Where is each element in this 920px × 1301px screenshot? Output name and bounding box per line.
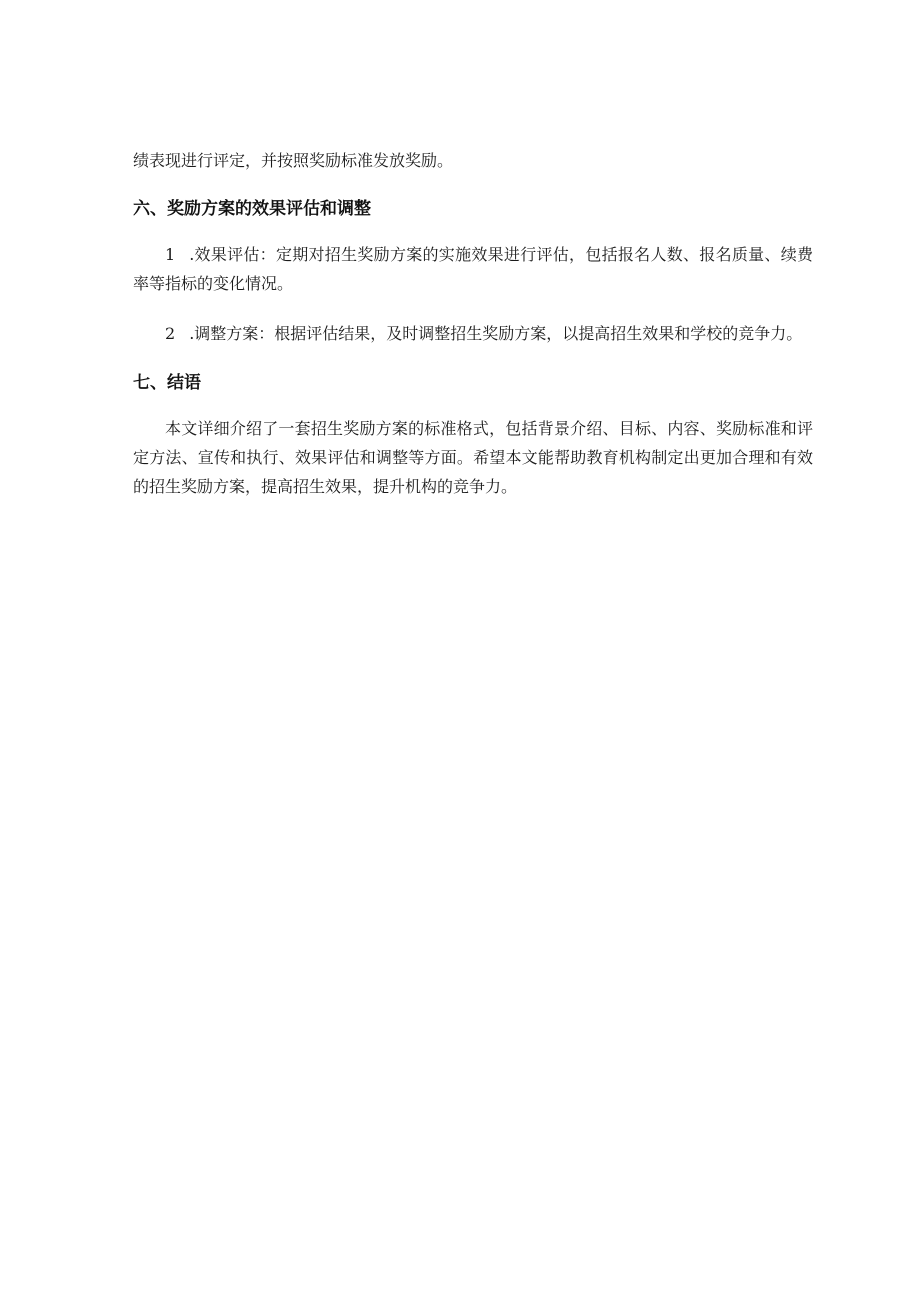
section-6-item-2 <box>133 319 813 348</box>
section-6-item-1 <box>133 240 813 298</box>
item-text: .调整方案：根据评估结果，及时调整招生奖励方案，以提高招生效果和学校的竞争力。 <box>189 324 803 343</box>
item-text: .效果评估：定期对招生奖励方案的实施效果进行评估，包括报名人数、报名质量、续费率等指标的变化情况。 <box>133 245 813 293</box>
document-body <box>133 146 813 501</box>
conclusion-paragraph: 本文详细介绍了一套招生奖励方案的标准格式，包括背景介绍、目标、内容、奖励标准和评定方法、宣传和执行、效果评估和调整等方面。希望本文能帮助教育机构制定出更加合理和有效的招生奖励方案，提高招生效果，提升机构的竞争力。 <box>133 419 813 496</box>
continuation-paragraph: 绩表现进行评定，并按照奖励标准发放奖励。 <box>133 151 454 170</box>
item-number: 2 <box>165 324 176 343</box>
section-7-heading: 七、结语 <box>133 373 201 393</box>
section-6-heading: 六、奖励方案的效果评估和调整 <box>133 199 371 219</box>
item-number: 1 <box>165 245 176 264</box>
